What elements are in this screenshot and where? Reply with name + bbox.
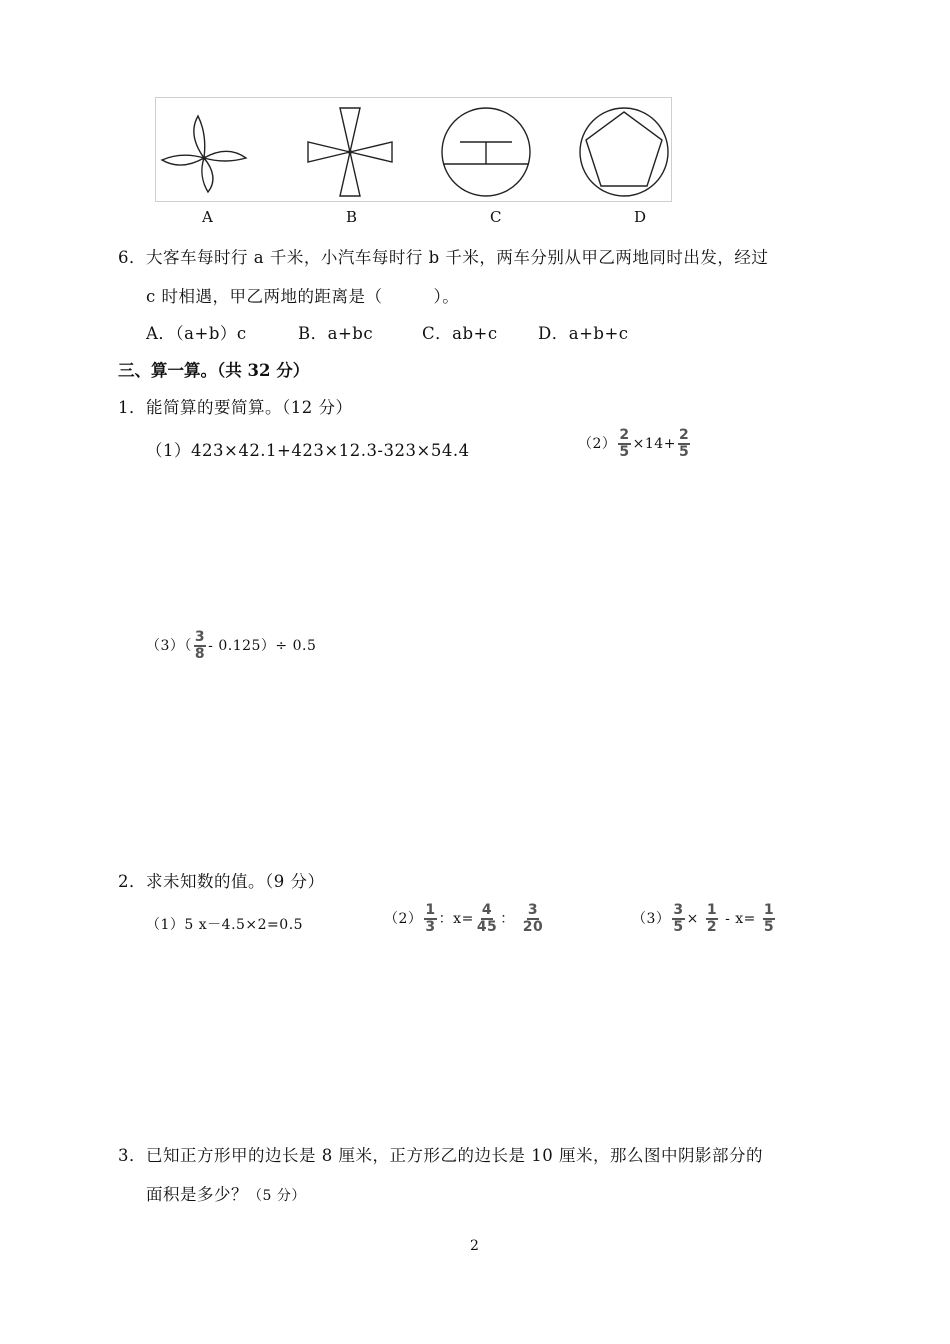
p1-item3 [146,630,316,662]
figure-d-pentagon-circle [574,102,674,200]
p2-item2-colon1: ：x= [438,911,474,927]
p3-line2-text: 面积是多少？ [146,1185,248,1204]
q6-line1: 6．大客车每时行 a 千米，小汽车每时行 b 千米，两车分别从甲乙两地同时出发，经过 [118,248,769,267]
fraction-3-5: $\frac{3}{5}$ [673,902,684,935]
p1-item2 [578,428,692,460]
section3-heading: 三、算一算。（共 32 分） [118,361,310,380]
figure-label-d: D [634,208,647,226]
p2-item3-prefix: （3） [632,911,671,927]
q6-choice-b: B．a+bc [298,324,374,343]
p3-line1: 3．已知正方形甲的边长是 8 厘米，正方形乙的边长是 10 厘米，那么图中阴影部分的 [118,1146,763,1165]
p3-points: （5 分） [248,1188,306,1204]
p1-item2-prefix: （2） [578,436,617,452]
fraction-2-5: $\frac{2}{5}$ [619,427,630,460]
q6-choice-a: A．（a+b）c [146,324,247,343]
p1-item3-suffix: - 0.125）÷ 0.5 [208,638,317,654]
p2-item3-times: × [686,911,699,927]
figure-label-b: B [346,208,358,226]
fraction-1-2: $\frac{1}{2}$ [706,902,718,935]
q6-line2: c 时相遇，甲乙两地的距离是（ ）。 [146,287,460,306]
figure-c-circle-lines [436,102,536,200]
page-number: 2 [470,1238,480,1254]
p1-item3-prefix: （3）（ [146,638,192,654]
p1-title: 1．能简算的要简算。（12 分） [118,398,353,417]
p2-title: 2．求未知数的值。（9 分） [118,872,325,891]
p2-item3 [632,903,777,935]
p1-item1: （1）423×42.1+423×12.3-323×54.4 [146,441,470,460]
figure-strip [155,97,672,202]
p2-item3-minus: - x= [725,911,756,927]
figure-a-pinwheel [158,106,250,194]
p2-item2-colon2: ： [500,911,515,927]
fraction-3-20: $\frac{3}{20}$ [522,902,544,935]
figure-label-a: A [202,208,213,226]
p1-item2-mid: ×14+ [632,436,676,452]
fraction-4-45: $\frac{4}{45}$ [476,902,498,935]
fraction-1-3: $\frac{1}{3}$ [425,902,436,935]
p3-line2 [146,1181,306,1205]
fraction-2-5-second: $\frac{2}{5}$ [678,427,690,460]
p2-item2-prefix: （2） [384,911,423,927]
q6-choice-d: D．a+b+c [538,324,629,343]
fraction-3-8: $\frac{3}{8}$ [194,629,206,662]
p2-item1: （1）5 x－4.5×2=0.5 [146,917,304,933]
fraction-1-5: $\frac{1}{5}$ [763,902,775,935]
figure-label-c: C [490,208,502,226]
q6-choice-c: C．ab+c [422,324,498,343]
figure-b-triangle-cross [302,102,398,198]
p2-item2 [384,903,546,935]
